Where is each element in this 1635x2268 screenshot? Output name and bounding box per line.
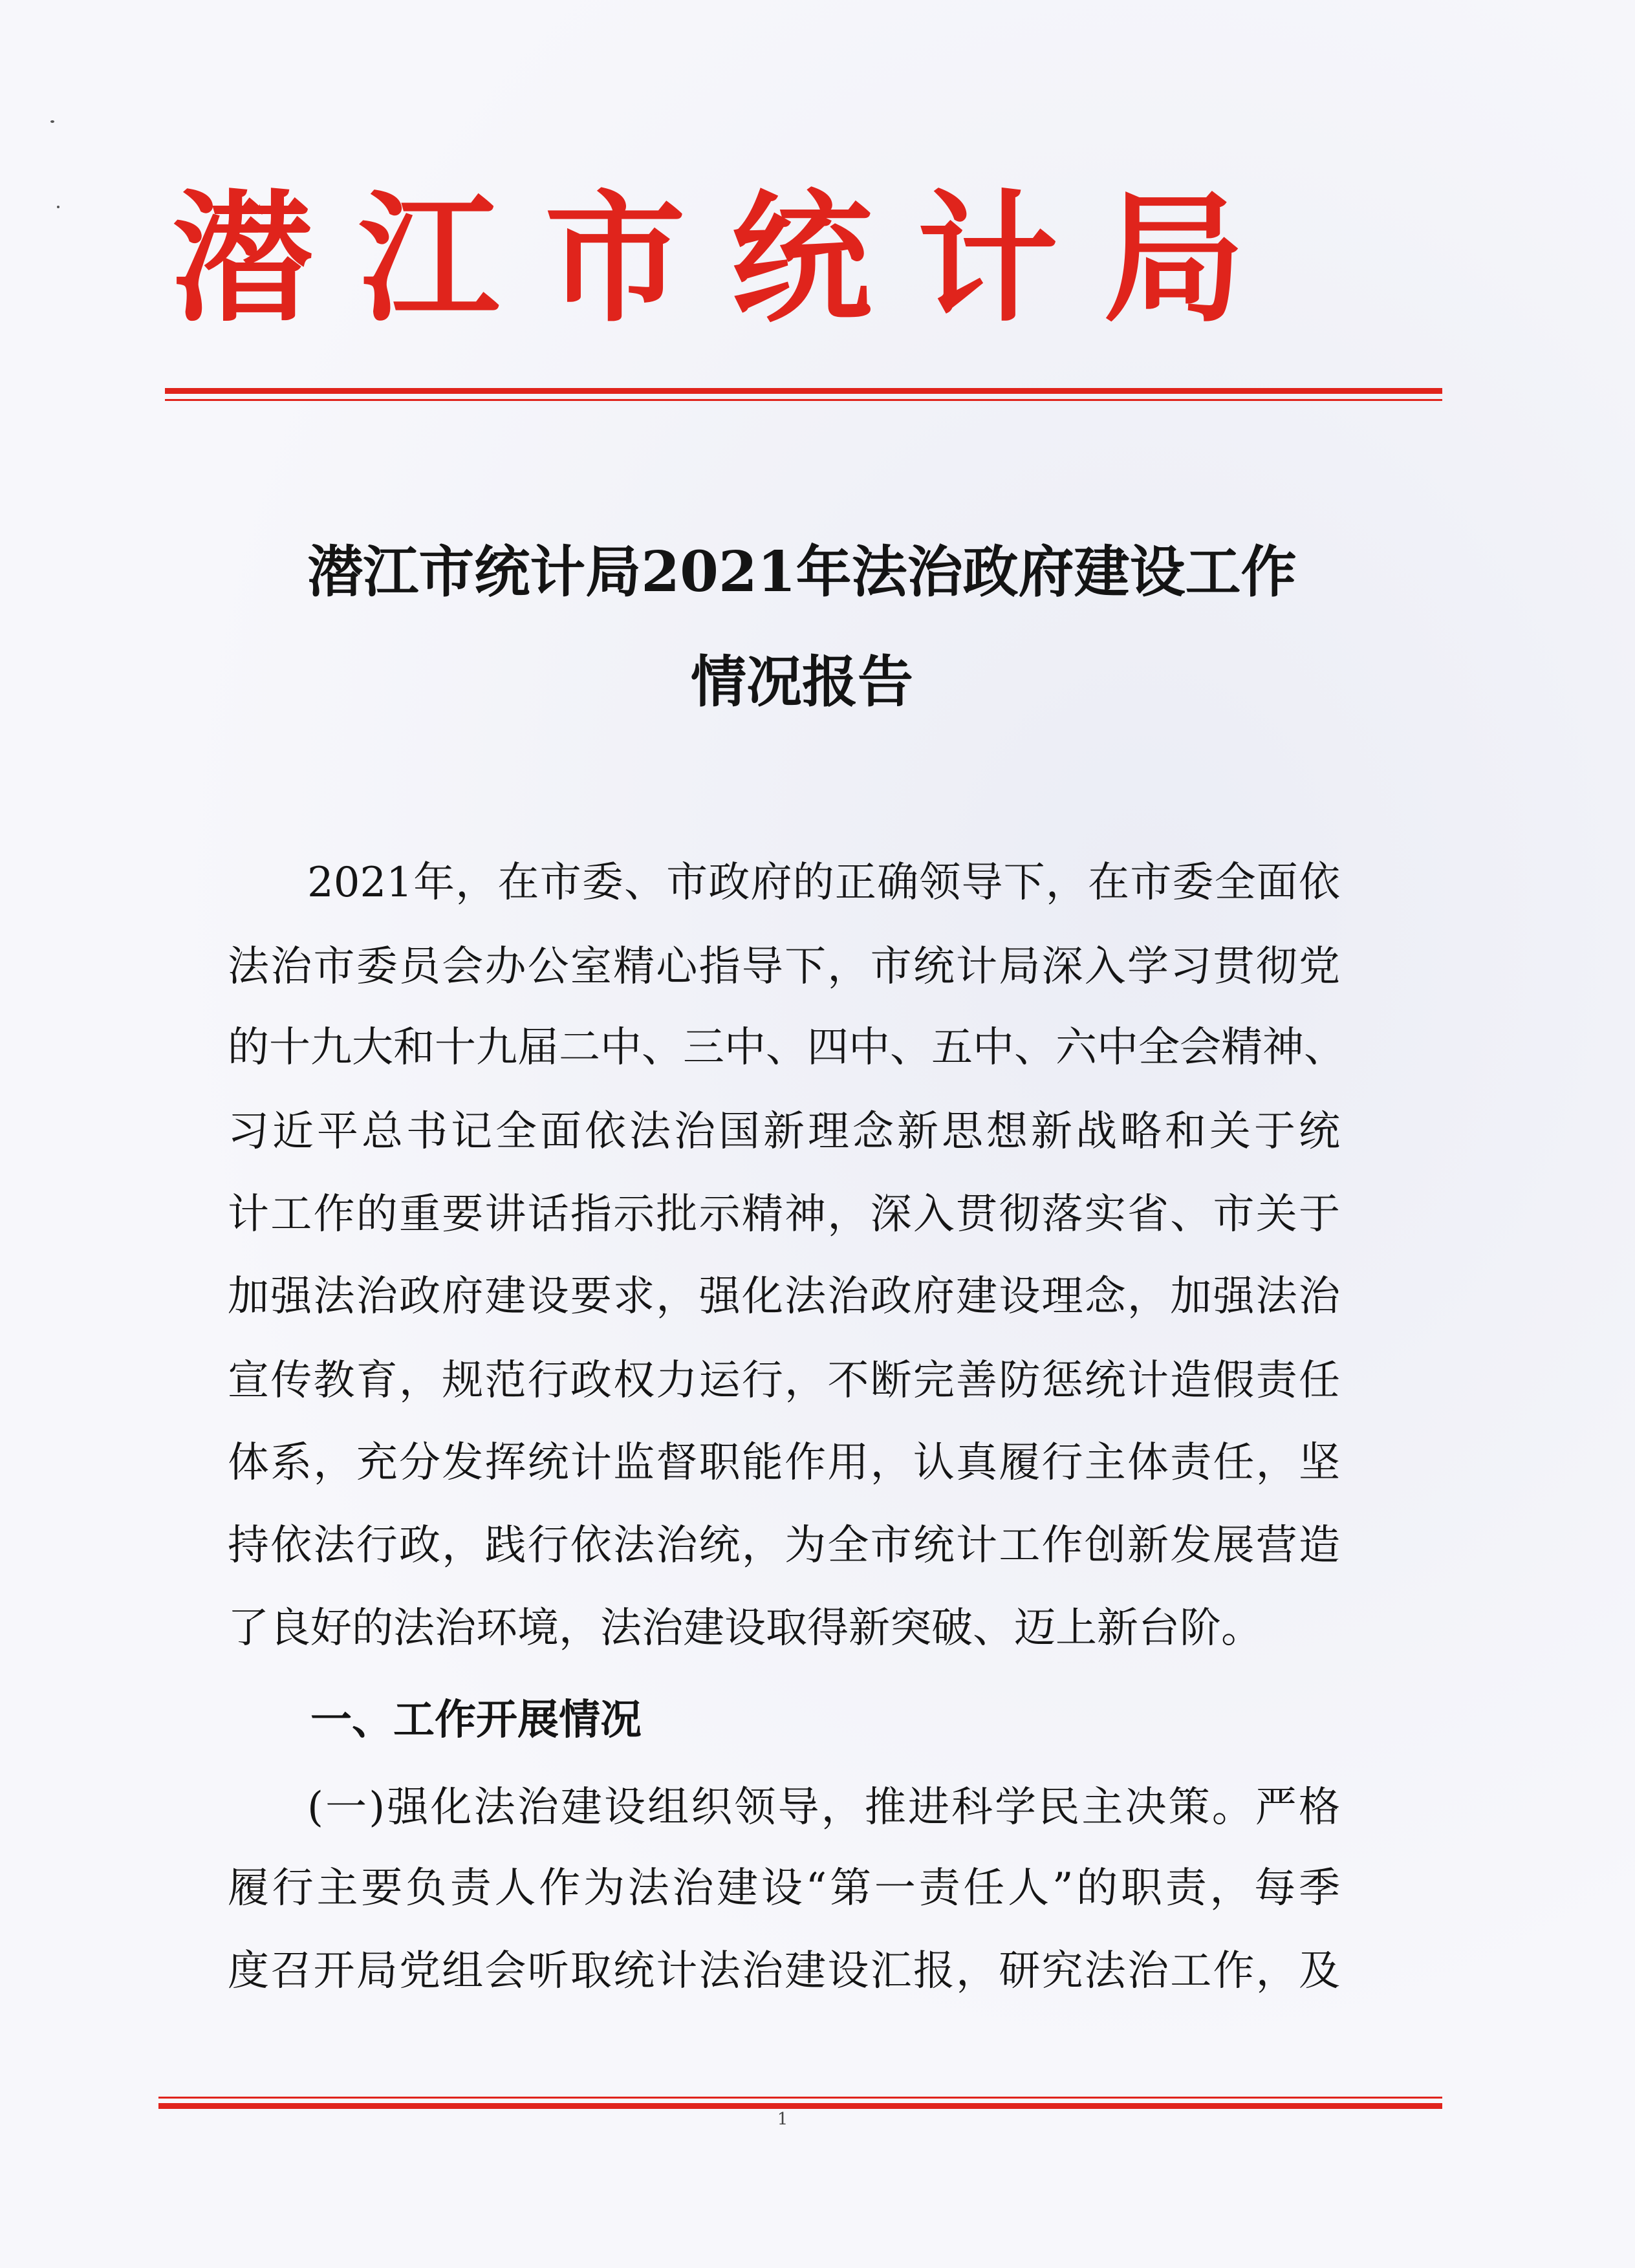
intro-line: 2021年，在市委、市政府的正确领导下，在市委全面依 xyxy=(307,859,1340,907)
section-1-line: 度召开局党组会听取统计法治建设汇报，研究法治工作，及 xyxy=(228,1947,1340,1995)
page-number: 1 xyxy=(777,2110,788,2129)
document-title-line-2: 情况报告 xyxy=(691,649,913,715)
intro-line: 体系，充分发挥统计监督职能作用，认真履行主体责任，坚 xyxy=(228,1439,1340,1487)
scan-speck xyxy=(50,120,54,123)
intro-line: 了良好的法治环境，法治建设取得新突破、迈上新台阶。 xyxy=(228,1604,1262,1652)
letterhead-rule-thick xyxy=(165,388,1442,394)
letterhead-rule-thin xyxy=(165,399,1442,401)
section-1-heading: 一、工作开展情况 xyxy=(310,1696,642,1744)
scan-speck xyxy=(57,206,60,208)
section-1-line: (一)强化法治建设组织领导，推进科学民主决策。严格 xyxy=(307,1784,1340,1831)
document-title-line-1: 潜江市统计局2021年法治政府建设工作 xyxy=(307,539,1297,605)
intro-line: 的十九大和十九届二中、三中、四中、五中、六中全会精神、 xyxy=(228,1024,1345,1072)
intro-line: 加强法治政府建设要求，强化法治政府建设理念，加强法治 xyxy=(228,1273,1340,1321)
intro-line: 计工作的重要讲话指示批示精神，深入贯彻落实省、市关于 xyxy=(228,1191,1340,1238)
section-1-line: 履行主要负责人作为法治建设“第一责任人”的职责，每季 xyxy=(228,1864,1340,1912)
agency-letterhead: 潜江市统计局 xyxy=(172,176,1290,341)
footer-rule-thin xyxy=(158,2097,1442,2099)
intro-line: 习近平总书记全面依法治国新理念新思想新战略和关于统 xyxy=(228,1108,1340,1156)
intro-line: 宣传教育，规范行政权力运行，不断完善防惩统计造假责任 xyxy=(228,1357,1340,1405)
intro-line: 持依法行政，践行依法治统，为全市统计工作创新发展营造 xyxy=(228,1522,1340,1570)
footer-rule-thick xyxy=(158,2103,1442,2109)
intro-line: 法治市委员会办公室精心指导下，市统计局深入学习贯彻党 xyxy=(228,943,1340,991)
